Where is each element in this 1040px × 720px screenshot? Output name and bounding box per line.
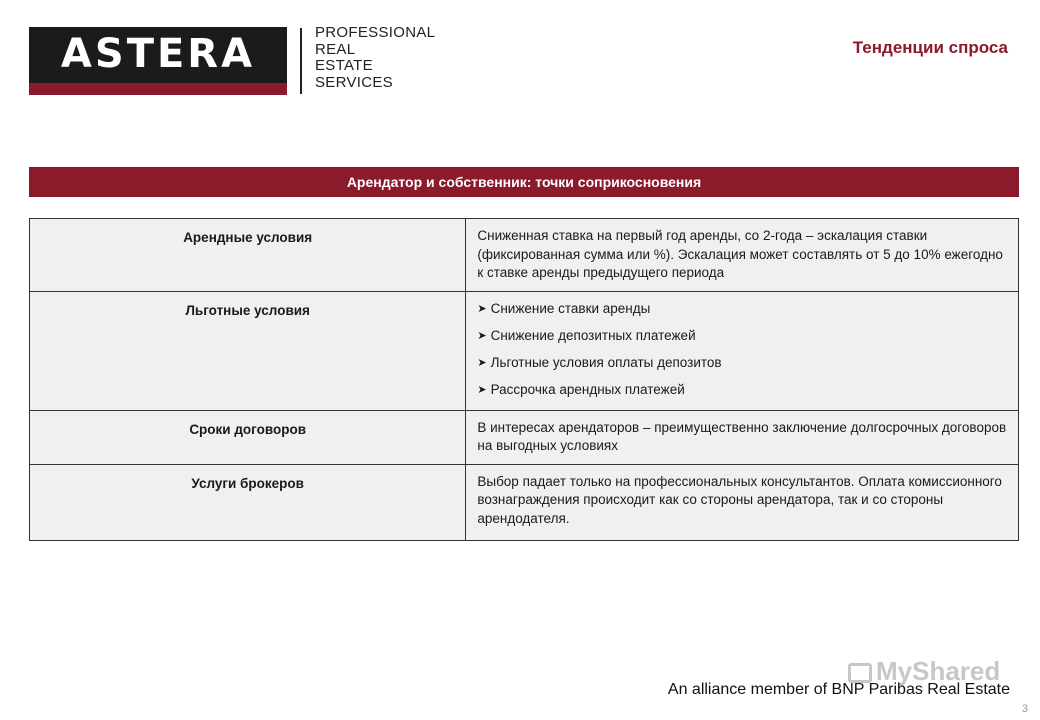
row-value: В интересах арендаторов – преимущественно заключение долгосрочных договоров на выгодных условиях [466,410,1019,464]
watermark-text: MyShared [876,656,1001,686]
list-item [477,323,1008,350]
row-label: Арендные условия [30,219,466,292]
arrowhead-bullet-icon: ➤ [477,329,487,342]
row-value: Выбор падает только на профессиональных консультантов. Оплата комиссионного вознаграждения происходит как со стороны арендатора, так и со стороны арендодателя. [466,464,1019,541]
table-row [30,219,1019,292]
row-label: Льготные условия [30,291,466,410]
logo-tagline-line: ESTATE [315,57,373,74]
list-item [477,296,1008,323]
astera-logo [29,27,287,95]
row-label: Сроки договоров [30,410,466,464]
logo-tagline-line: SERVICES [315,73,393,91]
list-item-text: Снижение депозитных платежей [490,327,696,343]
section-title: Арендатор и собственник: точки соприкосновения [346,174,702,190]
row-value: Сниженная ставка на первый год аренды, со 2-года – эскалация ставки (фиксированная сумма или %). Эскалация может составлять от 5 до 10% ежегодно к ставке аренды предыдущего периода [466,219,1019,292]
list-item-text: Рассрочка арендных платежей [490,381,685,397]
row-label: Услуги брокеров [30,464,466,541]
list-item [477,377,1008,404]
logo-tagline-line: PROFESSIONAL [315,24,436,41]
logo-tagline-line: REAL [315,40,356,58]
arrowhead-bullet-icon: ➤ [477,302,487,315]
arrowhead-bullet-icon: ➤ [477,356,487,369]
conditions-table [29,218,1019,541]
page-title: Тенденции спроса [852,38,1008,57]
logo-accent-stripe [29,83,287,95]
arrowhead-bullet-icon: ➤ [477,383,487,396]
alliance-text: An alliance member of BNP Paribas Real Estate [667,681,1010,698]
table-row [30,410,1019,464]
table-row [30,464,1019,541]
benefits-list [477,296,1008,404]
logo-tagline [315,25,435,91]
page-number: 3 [1021,703,1028,715]
table-row [30,291,1019,410]
list-item [477,350,1008,377]
list-item-text: Снижение ставки аренды [490,300,651,316]
list-item-text: Льготные условия оплаты депозитов [490,354,722,370]
section-title-bar [29,167,1019,197]
row-value [466,291,1019,410]
logo-divider [300,28,302,94]
logo-wordmark: ASTERA [60,31,256,77]
